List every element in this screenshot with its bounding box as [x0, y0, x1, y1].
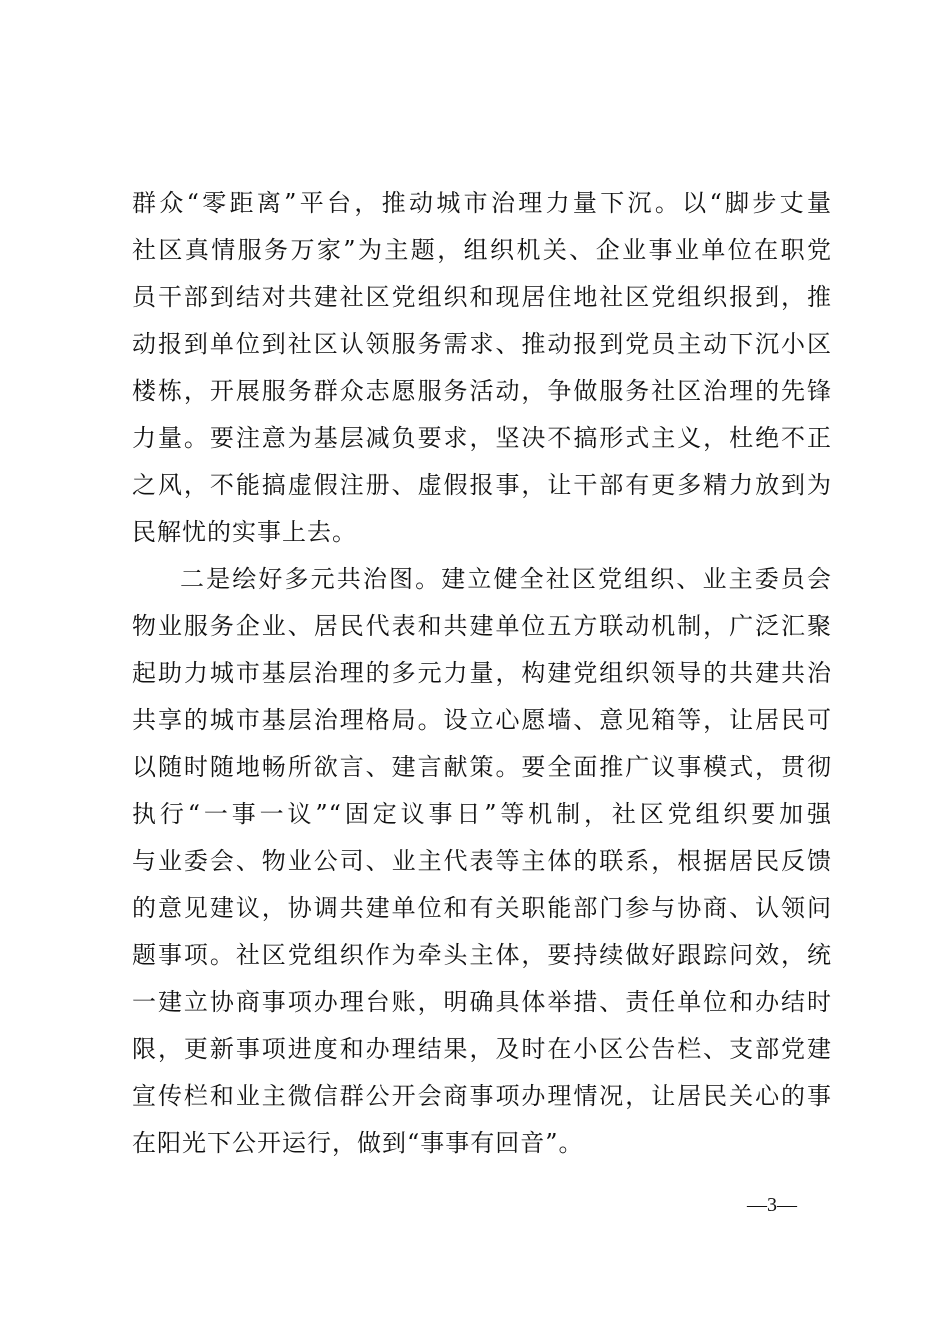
- text-line: 之风，不能搞虚假注册、虚假报事，让干部有更多精力放到为: [132, 471, 832, 499]
- text-line: 民解忧的实事上去。: [132, 518, 357, 546]
- text-line: 起助力城市基层治理的多元力量，构建党组织领导的共建共治: [132, 659, 832, 687]
- text-line: 题事项。社区党组织作为牵头主体，要持续做好跟踪问效，统: [132, 941, 832, 969]
- text-line: 宣传栏和业主微信群公开会商事项办理情况，让居民关心的事: [132, 1082, 832, 1110]
- text-line: 员干部到结对共建社区党组织和现居住地社区党组织报到，推: [132, 283, 832, 311]
- text-line: 楼栋，开展服务群众志愿服务活动，争做服务社区治理的先锋: [132, 377, 832, 405]
- text-line: 力量。要注意为基层减负要求，坚决不搞形式主义，杜绝不正: [132, 424, 832, 452]
- text-line: 的意见建议，协调共建单位和有关职能部门参与协商、认领问: [132, 894, 832, 922]
- text-line: 以随时随地畅所欲言、建言献策。要全面推广议事模式，贯彻: [132, 753, 832, 781]
- text-line: 物业服务企业、居民代表和共建单位五方联动机制，广泛汇聚: [132, 612, 832, 640]
- text-line: 在阳光下公开运行，做到“事事有回音”。: [132, 1129, 584, 1157]
- text-line: 与业委会、物业公司、业主代表等主体的联系，根据居民反馈: [132, 847, 832, 875]
- text-line: 执行“一事一议”“固定议事日”等机制，社区党组织要加强: [132, 800, 832, 828]
- text-line: 群众“零距离”平台，推动城市治理力量下沉。以“脚步丈量: [132, 189, 832, 217]
- page-number: —3—: [747, 1194, 797, 1216]
- paragraph-1: [132, 180, 832, 556]
- text-line: 一建立协商事项办理台账，明确具体举措、责任单位和办结时: [132, 988, 832, 1016]
- text-line: 动报到单位到社区认领服务需求、推动报到党员主动下沉小区: [132, 330, 832, 358]
- paragraph-2: [132, 556, 832, 1167]
- text-line: 社区真情服务万家”为主题，组织机关、企业事业单位在职党: [132, 236, 832, 264]
- text-line: 共享的城市基层治理格局。设立心愿墙、意见箱等，让居民可: [132, 706, 832, 734]
- body-text: [132, 180, 832, 1167]
- text-line: 二是绘好多元共治图。建立健全社区党组织、业主委员会: [180, 565, 832, 593]
- text-line: 限，更新事项进度和办理结果，及时在小区公告栏、支部党建: [132, 1035, 832, 1063]
